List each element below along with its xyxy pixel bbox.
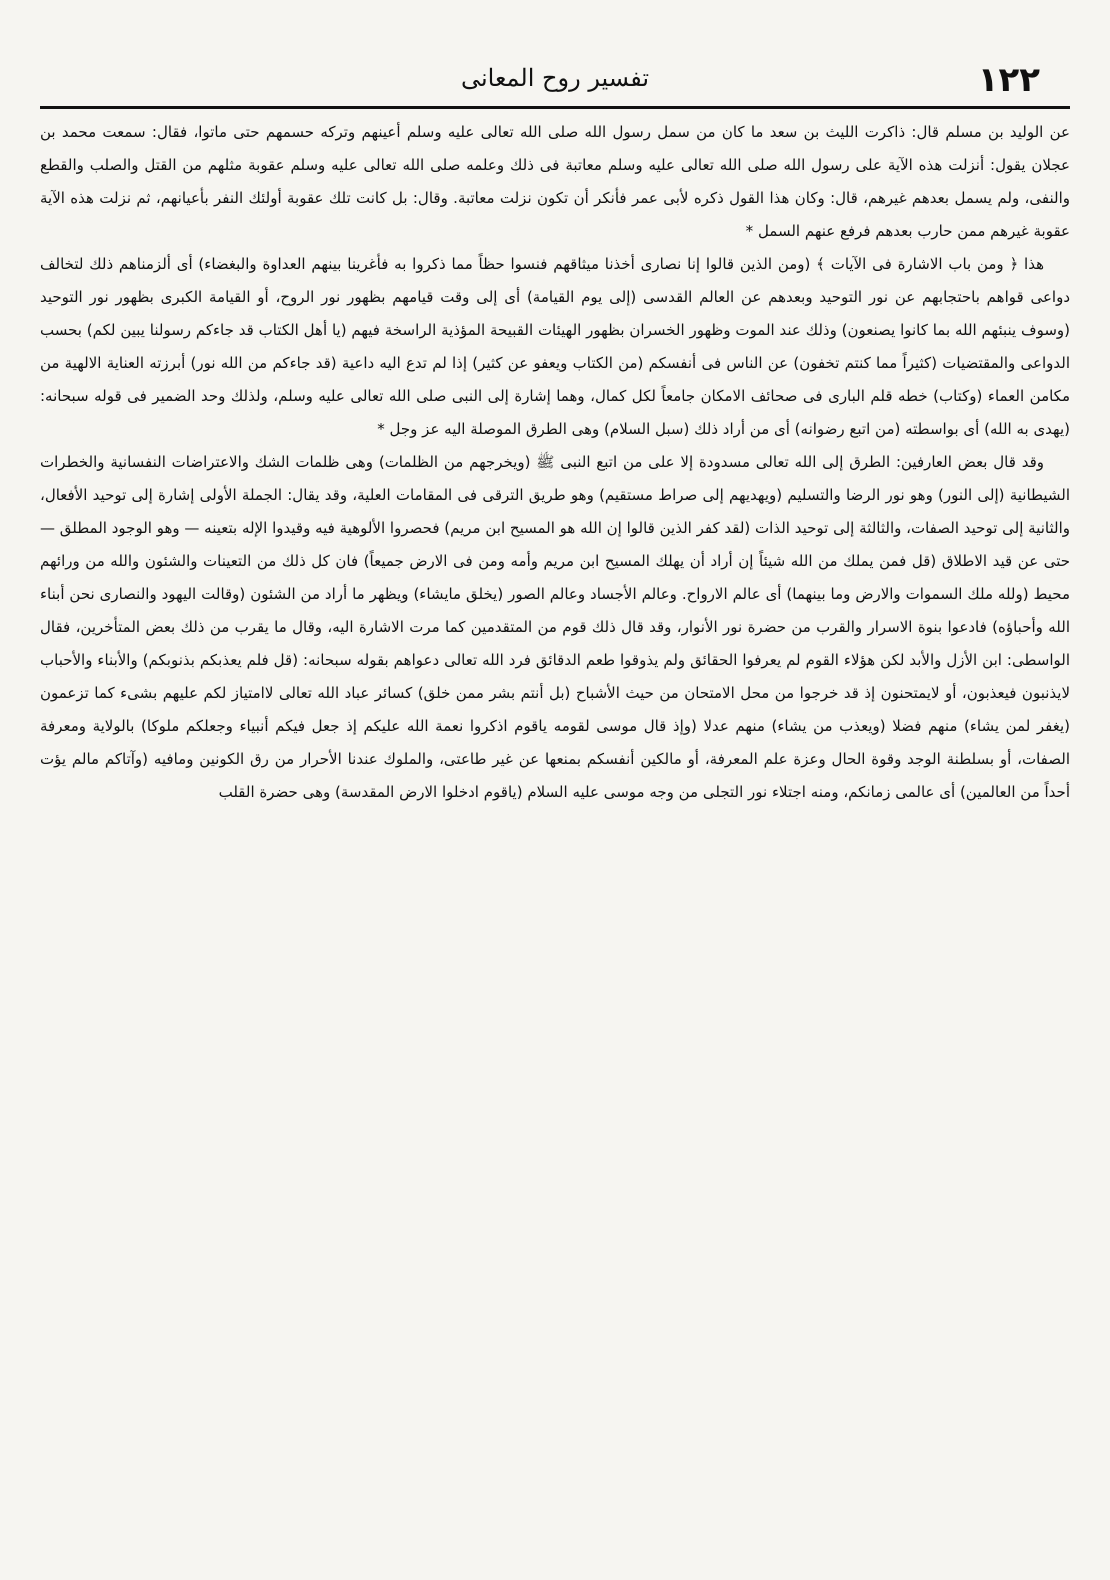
header-rule	[40, 106, 1070, 109]
paragraph: عن الوليد بن مسلم قال: ذاكرت الليث بن سعد ما كان من سمل رسول الله صلى الله تعالى عليه وسلم أعينهم وتركه حسمهم حتى ماتوا، فقال: سمعت محمد بن عجلان يقول: أنزلت هذه الآية على رسول الله صلى الله تعالى عليه وسلم معاتبة فى ذلك وعلمه صلى الله تعالى عليه وسلم عقوبة مثلهم من القتل والصلب والقطع والنفى، ولم يسمل بعدهم غيرهم، قال: وكان هذا القول ذكره لأبى عمر فأنكر أن تكون نزلت معاتبة. وقال: بل كانت تلك عقوبة أولئك النفر بأعيانهم، ثم نزلت هذه الآية عقوبة غيرهم ممن حارب بعدهم فرفع عنهم السمل *	[40, 123, 1070, 240]
book-page	[40, 60, 1070, 1550]
paragraph: وقد قال بعض العارفين: الطرق إلى الله تعالى مسدودة إلا على من اتبع النبى ﷺ (ويخرجهم من الظلمات) وهى ظلمات الشك والاعتراضات النفسانية والخطرات الشيطانية (إلى النور) وهو نور الرضا والتسليم (ويهديهم إلى صراط مستقيم) وهو طريق الترقى فى المقامات العلية، وقد يقال: الجملة الأولى إشارة إلى توحيد الأفعال، والثانية إلى توحيد الصفات، والثالثة إلى توحيد الذات (لقد كفر الذين قالوا إن الله هو المسيح ابن مريم) فحصروا الألوهية فيه وقيدوا الإله بتعينه — وهو الوجود المطلق — حتى عن قيد الاطلاق (قل فمن يملك من الله شيئاً إن أراد أن يهلك المسيح ابن مريم وأمه ومن فى الارض جميعاً) فان كل ذلك من التعينات والشئون والله من ورائهم محيط (ولله ملك السموات والارض وما بينهما) أى عالم الارواح. وعالم الأجساد وعالم الصور (يخلق مايشاء) ويظهر ما أراد من الشئون (وقالت اليهود والنصارى نحن أبناء الله وأحباؤه) فادعوا بنوة الاسرار والقرب من حضرة نور الأنوار، وقد قال ذلك قوم من المتقدمين كما مرت الاشارة اليه، وقال ما يقرب من ذلك بعض المتأخرين، فقال الواسطى: ابن الأزل والأبد لكن هؤلاء القوم لم يعرفوا الحقائق ولم يذوقوا طعم الدقائق فرد الله تعالى دعواهم بقوله سبحانه: (قل فلم يعذبكم بذنوبكم) والأبناء والأحباب لايذنبون فيعذبون، أو لايمتحنون إذ قد خرجوا من محل الامتحان من حيث الأشباح (بل أنتم بشر ممن خلق) كسائر عباد الله تعالى لاامتياز لكم عليهم بشىء كما تزعمون (يغفر لمن يشاء) منهم فضلا (ويعذب من يشاء) منهم عدلا (وإذ قال موسى لقومه ياقوم اذكروا نعمة الله عليكم إذ جعل فيكم أنبياء وجعلكم ملوكا) بالولاية ومعرفة الصفات، أو بسلطنة الوجد وقوة الحال وعزة علم المعرفة، أو مالكين أنفسكم بمنعها عن غير طاعتى، والملوك عندنا الأحرار من رق الكونين ومافيه (وآتاكم مالم يؤت أحداً من العالمين) أى عالمى زمانكم، ومنه اجتلاء نور التجلى من وجه موسى عليه السلام (ياقوم ادخلوا الارض المقدسة) وهى حضرة القلب	[40, 453, 1070, 801]
running-head	[40, 60, 1070, 100]
body-text	[40, 116, 1070, 809]
running-title: تفسير روح المعانى	[460, 64, 650, 92]
paragraph: هذا ﴿ ومن باب الاشارة فى الآيات ﴾ (ومن الذين قالوا إنا نصارى أخذنا ميثاقهم فنسوا حظاً مما ذكروا به فأغرينا بينهم العداوة والبغضاء) أى ألزمناهم ذلك لتخالف دواعى قواهم باحتجابهم عن نور التوحيد وبعدهم عن العالم القدسى (إلى يوم القيامة) أى إلى وقت قيامهم بظهور نور الروح، أو القيامة الكبرى بظهور نور التوحيد (وسوف ينبئهم الله بما كانوا يصنعون) وذلك عند الموت وظهور الخسران بظهور الهيئات القبيحة المؤذية الراسخة فيهم (يا أهل الكتاب قد جاءكم رسولنا يبين لكم) بحسب الدواعى والمقتضيات (كثيراً مما كنتم تخفون) عن الناس فى أنفسكم (من الكتاب ويعفو عن كثير) إذا لم تدع اليه داعية (قد جاءكم من الله نور) أبرزته العناية الالهية من مكامن العماء (وكتاب) خطه قلم البارى فى صحائف الامكان جامعاً لكل كمال، وهما إشارة إلى النبى صلى الله تعالى عليه وسلم، ولذلك وحد الضمير فى قوله سبحانه: (يهدى به الله) أى بواسطته (من اتبع رضوانه) أى من أراد ذلك (سبل السلام) وهى الطرق الموصلة اليه عز وجل *	[40, 255, 1070, 438]
page-number: ١٢٢	[977, 60, 1040, 100]
